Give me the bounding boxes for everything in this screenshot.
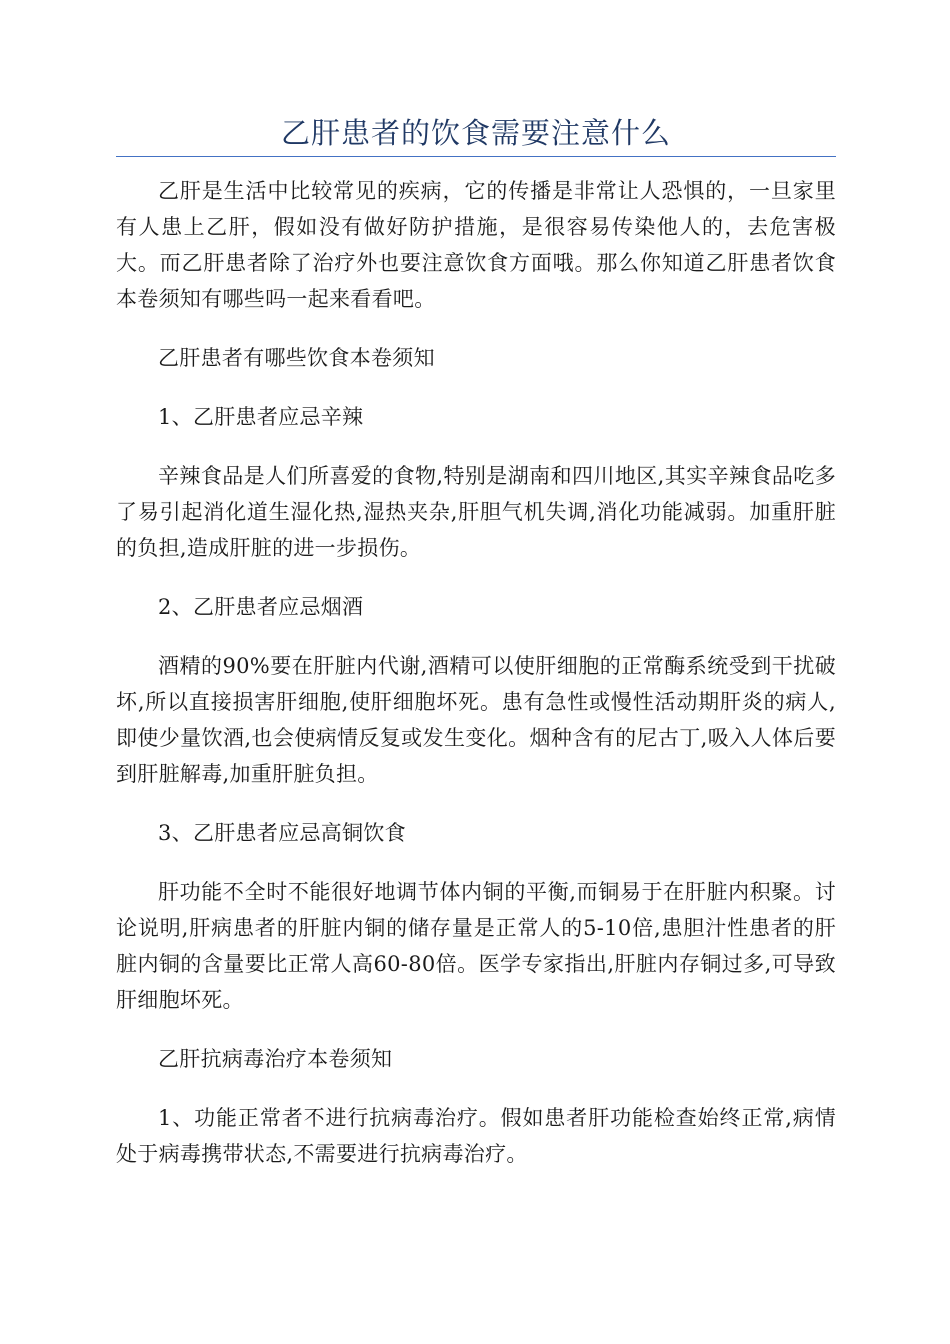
intro-paragraph: 乙肝是生活中比较常见的疾病，它的传播是非常让人恐惧的，一旦家里有人患上乙肝，假如没有做好防护措施，是很容易传染他人的，去危害极大。而乙肝患者除了治疗外也要注意饮食方面哦。那么你知道乙肝患者饮食本卷须知有哪些吗一起来看看吧。 bbox=[116, 179, 836, 311]
document-title: 乙肝患者的饮食需要注意什么 bbox=[280, 116, 671, 150]
item-heading-spicy: 1、乙肝患者应忌辛辣 bbox=[158, 405, 364, 429]
item-heading-copper: 3、乙肝患者应忌高铜饮食 bbox=[158, 821, 406, 845]
document-page bbox=[116, 110, 836, 1195]
paragraph-copper: 肝功能不全时不能很好地调节体内铜的平衡,而铜易于在肝脏内积聚。讨论说明,肝病患者的肝脏内铜的储存量是正常人的5-10倍,患胆汁性患者的肝脏内铜的含量要比正常人高60-80倍。医学专家指出,肝脏内存铜过多,可导致肝细胞坏死。 bbox=[116, 880, 836, 1012]
title-underline bbox=[116, 156, 836, 157]
section-heading-antiviral: 乙肝抗病毒治疗本卷须知 bbox=[158, 1047, 393, 1071]
item-heading-alcohol: 2、乙肝患者应忌烟酒 bbox=[158, 595, 364, 619]
paragraph-spicy: 辛辣食品是人们所喜爱的食物,特别是湖南和四川地区,其实辛辣食品吃多了易引起消化道生湿化热,湿热夹杂,肝胆气机失调,消化功能减弱。加重肝脏的负担,造成肝脏的进一步损伤。 bbox=[116, 464, 836, 560]
section-heading-diet: 乙肝患者有哪些饮食本卷须知 bbox=[158, 346, 435, 370]
paragraph-alcohol: 酒精的90%要在肝脏内代谢,酒精可以使肝细胞的正常酶系统受到干扰破坏,所以直接损害肝细胞,使肝细胞坏死。患有急性或慢性活动期肝炎的病人,即使少量饮酒,也会使病情反复或发生变化。烟种含有的尼古丁,吸入人体后要到肝脏解毒,加重肝脏负担。 bbox=[116, 654, 836, 786]
paragraph-antiviral-1: 1、功能正常者不进行抗病毒治疗。假如患者肝功能检查始终正常,病情处于病毒携带状态,不需要进行抗病毒治疗。 bbox=[116, 1106, 836, 1166]
